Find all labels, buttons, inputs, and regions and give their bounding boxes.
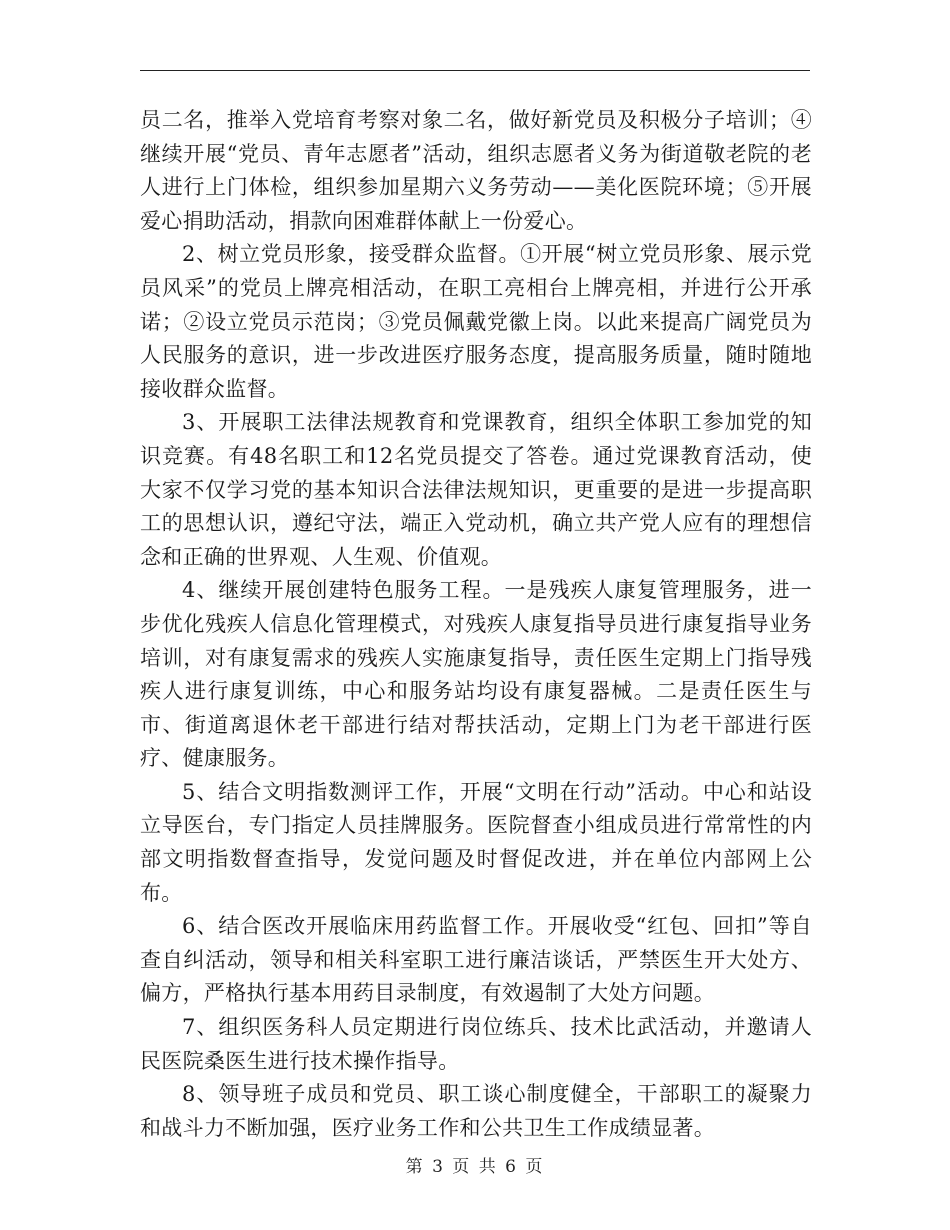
paragraph-item-5: 5、结合文明指数测评工作，开展“文明在行动”活动。中心和站设立导医台，专门指定人员挂牌服务。医院督查小组成员进行常常性的内部文明指数督查指导，发觉问题及时督促改进，并在单位内部网上公布。 (140, 779, 812, 905)
paragraph-item-6: 6、结合医改开展临床用药监督工作。开展收受“红包、回扣”等自查自纠活动，领导和相关科室职工进行廉洁谈话，严禁医生开大处方、偏方，严格执行基本用药目录制度，有效遏制了大处方问题。 (140, 914, 812, 1006)
paragraph-item-8: 8、领导班子成员和党员、职工谈心制度健全，干部职工的凝聚力和战斗力不断加强，医疗业务工作和公共卫生工作成绩显著。 (140, 1082, 812, 1140)
paragraph-item-2: 2、树立党员形象，接受群众监督。①开展“树立党员形象、展示党员风采”的党员上牌亮相活动，在职工亮相台上牌亮相，并进行公开承诺；②设立党员示范岗；③党员佩戴党徽上岗。以此来提高广阔党员为人民服务的意识，进一步改进医疗服务态度，提高服务质量，随时随地接收群众监督。 (140, 242, 812, 401)
paragraph-continuation: 员二名，推举入党培育考察对象二名，做好新党员及积极分子培训；④继续开展“党员、青年志愿者”活动，组织志愿者义务为街道敬老院的老人进行上门体检，组织参加星期六义务劳动——美化医院环境；⑤开展爱心捐助活动，捐款向困难群体献上一份爱心。 (140, 108, 812, 233)
paragraph-item-3: 3、开展职工法律法规教育和党课教育，组织全体职工参加党的知识竞赛。有48名职工和12名党员提交了答卷。通过党课教育活动，使大家不仅学习党的基本知识合法律法规知识，更重要的是进一步提高职工的思想认识，遵纪守法，端正入党动机，确立共产党人应有的理想信念和正确的世界观、人生观、价值观。 (140, 410, 812, 569)
paragraph-item-7: 7、组织医务科人员定期进行岗位练兵、技术比武活动，并邀请人民医院桑医生进行技术操作指导。 (140, 1015, 812, 1073)
document-body (140, 104, 812, 1145)
header-rule (140, 70, 810, 71)
page-number-footer: 第 3 页 共 6 页 (405, 1157, 545, 1177)
paragraph-item-4: 4、继续开展创建特色服务工程。一是残疾人康复管理服务，进一步优化残疾人信息化管理模式，对残疾人康复指导员进行康复指导业务培训，对有康复需求的残疾人实施康复指导，责任医生定期上门指导残疾人进行康复训练，中心和服务站均设有康复器械。二是责任医生与市、街道离退休老干部进行结对帮扶活动，定期上门为老干部进行医疗、健康服务。 (140, 578, 812, 771)
